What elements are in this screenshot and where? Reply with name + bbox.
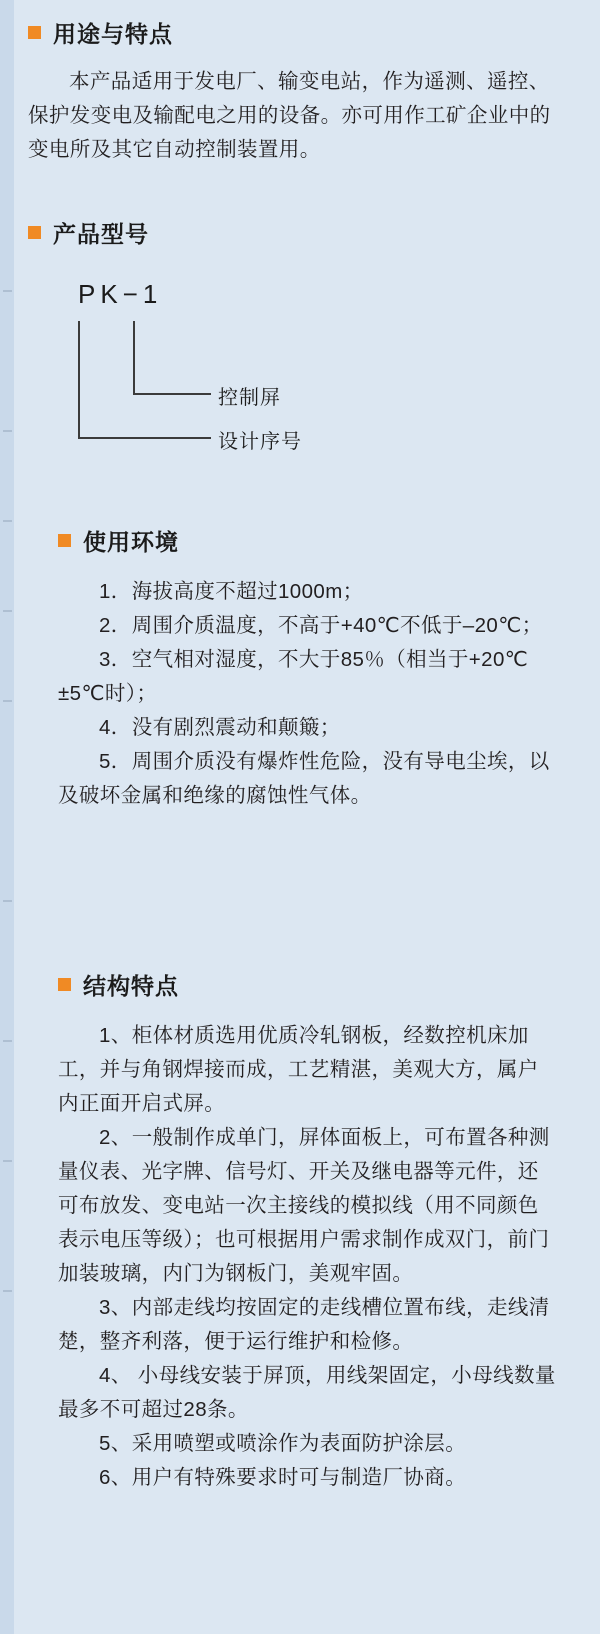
left-decorative-band — [0, 0, 14, 1634]
square-bullet-icon — [58, 534, 71, 547]
section-title-text: 结构特点 — [83, 973, 179, 999]
list-item: 5．周围介质没有爆炸性危险，没有导电尘埃，以及破坏金属和绝缘的腐蚀性气体。 — [58, 750, 550, 807]
leader-line-horizontal-1 — [133, 393, 211, 395]
model-code-diagram — [28, 279, 448, 453]
square-bullet-icon — [28, 26, 41, 39]
leader-label-1: 控制屏 — [218, 387, 281, 409]
list-item: 3、内部走线均按固定的走线槽位置布线，走线清楚，整齐利落，便于运行维护和检修。 — [58, 1296, 550, 1353]
section-title-text: 使用环境 — [83, 529, 179, 555]
leader-line-horizontal-2 — [78, 437, 211, 439]
square-bullet-icon — [28, 226, 41, 239]
section-model — [28, 216, 576, 453]
leader-line-vertical-1 — [133, 321, 135, 395]
section-structure — [58, 968, 578, 1495]
section-heading-environment — [58, 524, 568, 557]
list-item: 4．没有剧烈震动和颠簸； — [99, 716, 341, 739]
list-item: 6、用户有特殊要求时可与制造厂协商。 — [99, 1466, 467, 1489]
structure-list — [58, 1019, 558, 1495]
model-code-text: PK−1 — [78, 279, 163, 309]
list-item: 5、采用喷塑或喷涂作为表面防护涂层。 — [99, 1432, 467, 1455]
square-bullet-icon — [58, 978, 71, 991]
leader-label-2: 设计序号 — [218, 431, 302, 453]
list-item: 4、 小母线安装于屏顶，用线架固定，小母线数量最多不可超过28条。 — [58, 1364, 556, 1421]
leader-line-vertical-2 — [78, 321, 80, 439]
list-item: 2、一般制作成单门，屏体面板上，可布置各种测量仪表、光字牌、信号灯、开关及继电器等元件，还可布放发、变电站一次主接线的模拟线（用不同颜色表示电压等级）；也可根据用户需求制作成双门，前门加装玻璃，内门为钢板门，美观牢固。 — [58, 1126, 550, 1285]
section-environment — [58, 524, 568, 813]
section-title-text: 产品型号 — [53, 221, 149, 247]
list-item: 2．周围介质温度，不高于+40℃不低于–20℃； — [99, 614, 543, 637]
section-title-text: 用途与特点 — [53, 21, 173, 47]
section-heading-purpose — [28, 16, 576, 49]
list-item: 1、柜体材质选用优质冷轧钢板，经数控机床加工，并与角钢焊接而成，工艺精湛，美观大方，属户内正面开启式屏。 — [58, 1024, 539, 1115]
list-item: 1．海拔高度不超过1000m； — [99, 580, 364, 603]
purpose-paragraph: 本产品适用于发电厂、输变电站，作为遥测、遥控、保护发变电及输配电之用的设备。亦可用作工矿企业中的变电所及其它自动控制装置用。 — [28, 70, 551, 161]
list-item: 3．空气相对湿度，不大于85％（相当于+20℃±5℃时）； — [58, 648, 529, 705]
section-heading-structure — [58, 968, 578, 1001]
environment-list — [58, 575, 553, 813]
section-heading-model — [28, 216, 576, 249]
section-purpose — [28, 16, 576, 167]
